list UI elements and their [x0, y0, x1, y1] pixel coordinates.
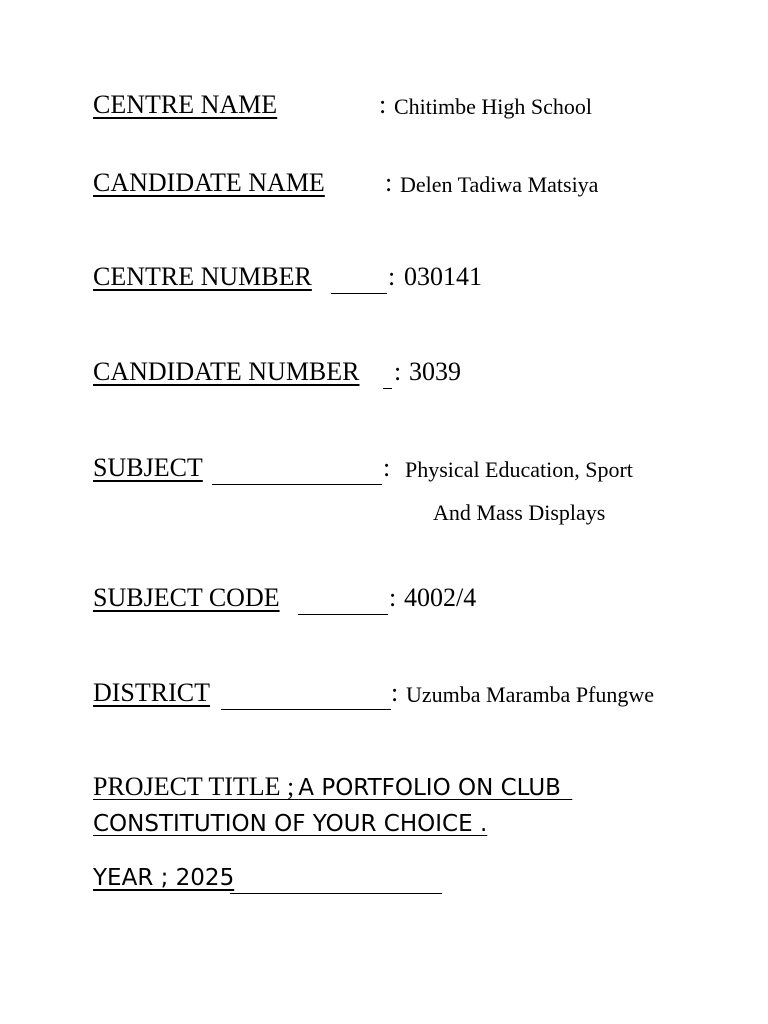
- district-value: Uzumba Maramba Pfungwe: [406, 682, 655, 707]
- centre-name-colon: :: [379, 90, 387, 119]
- subject-value-line1: Physical Education, Sport: [405, 457, 633, 482]
- centre-name-value: Chitimbe High School: [394, 94, 592, 119]
- project-title-label: PROJECT TITLE ;: [93, 772, 295, 801]
- subject-label: SUBJECT: [93, 453, 203, 482]
- candidate-number-value: 3039: [409, 357, 461, 386]
- candidate-number-blank-line: [383, 388, 392, 389]
- candidate-name-row: [93, 166, 693, 196]
- subject-code-value: 4002/4: [404, 583, 477, 612]
- candidate-number-row: [93, 355, 693, 385]
- candidate-number-colon: :: [394, 357, 402, 386]
- year-row: [93, 862, 453, 890]
- centre-name-row: [93, 88, 693, 118]
- subject-colon: :: [383, 453, 391, 482]
- subject-value-line2: And Mass Displays: [433, 500, 606, 525]
- year-blank-line: [230, 893, 442, 894]
- centre-name-label: CENTRE NAME: [93, 90, 278, 119]
- project-title-text-line1: A PORTFOLIO ON CLUB: [298, 775, 561, 801]
- centre-number-value: 030141: [404, 262, 482, 291]
- district-label: DISTRICT: [93, 678, 210, 707]
- subject-code-label: SUBJECT CODE: [93, 583, 280, 612]
- subject-row-continued: [93, 496, 693, 524]
- subject-blank-line: [212, 484, 382, 485]
- candidate-name-colon: :: [385, 168, 393, 197]
- year-label: YEAR ; 2025: [93, 865, 235, 891]
- candidate-number-label: CANDIDATE NUMBER: [93, 357, 360, 386]
- project-title-text-line2: CONSTITUTION OF YOUR CHOICE .: [93, 811, 488, 837]
- centre-number-row: [93, 260, 693, 290]
- district-row: [93, 676, 713, 706]
- candidate-name-label: CANDIDATE NAME: [93, 168, 325, 197]
- district-blank-line: [221, 709, 391, 710]
- centre-number-label: CENTRE NUMBER: [93, 262, 312, 291]
- subject-code-colon: :: [389, 583, 397, 612]
- subject-code-row: [93, 581, 693, 611]
- centre-number-colon: :: [388, 262, 396, 291]
- subject-row: [93, 451, 693, 481]
- district-colon: :: [391, 678, 399, 707]
- candidate-name-value: Delen Tadiwa Matsiya: [400, 172, 599, 197]
- centre-number-blank-line: [331, 293, 387, 294]
- subject-code-blank-line: [298, 614, 388, 615]
- project-title-line2: [93, 813, 487, 836]
- project-title-line1: [93, 774, 572, 800]
